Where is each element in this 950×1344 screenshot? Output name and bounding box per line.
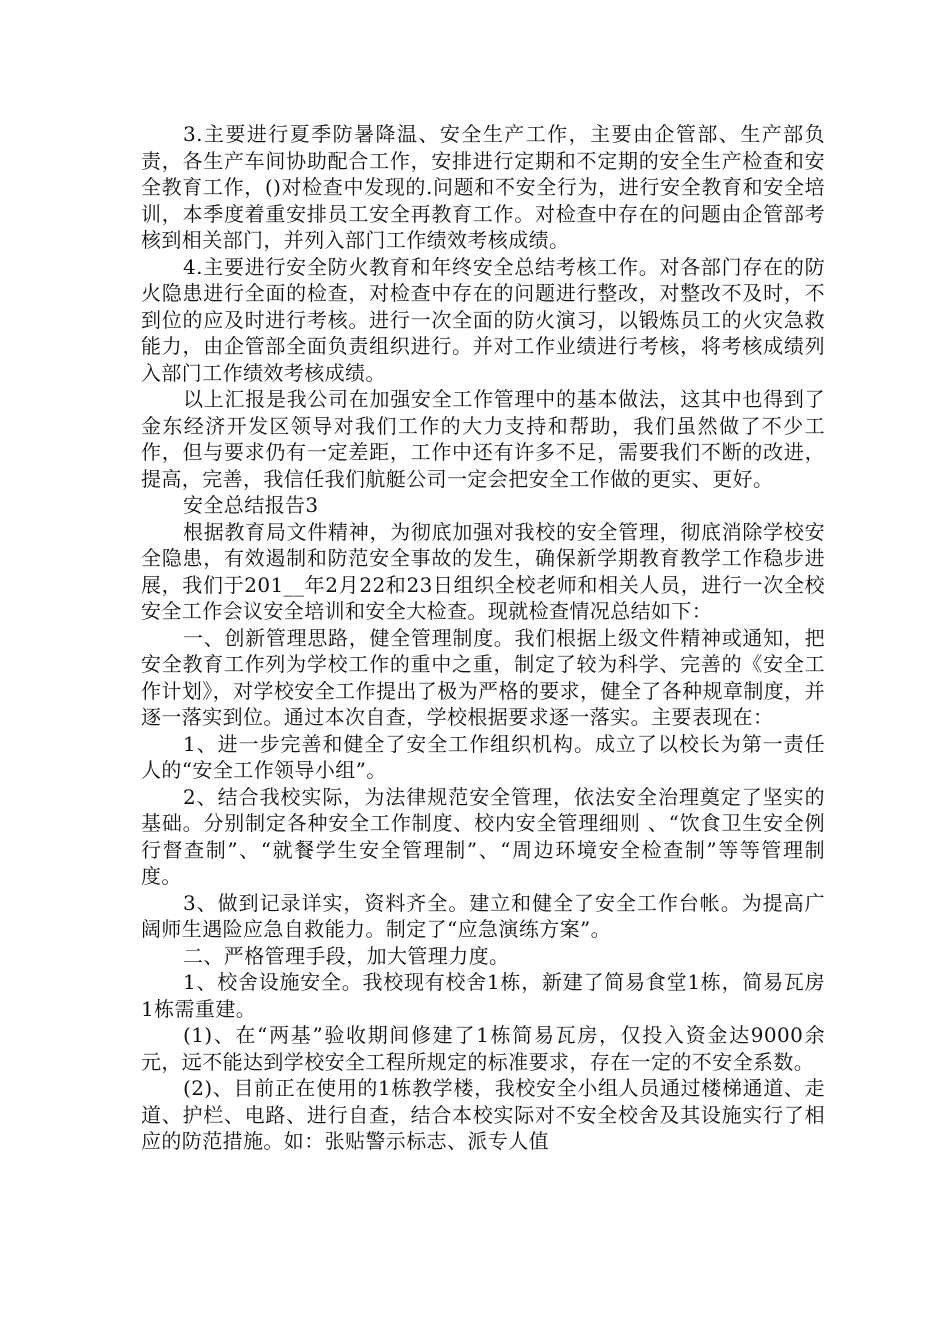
paragraph-item-1: 1、进一步完善和健全了安全工作组织机构。成立了以校长为第一责任人的“安全工作领导小组”。 [141, 731, 825, 782]
paragraph-summer-safety: 3.主要进行夏季防暑降温、安全生产工作，主要由企管部、生产部负责，各生产车间协助配合工作，安排进行定期和不定期的安全生产检查和安全教育工作，()对检查中发现的.问题和不安全行为，进行安全教育和安全培训，本季度着重安排员工安全再教育工作。对检查中存在的问题由企管部考核到相关部门，并列入部门工作绩效考核成绩。 [141, 122, 825, 252]
paragraph-strict-management: 二、严格管理手段，加大管理力度。 [183, 943, 510, 968]
paragraph-item-2: 2、结合我校实际，为法律规范安全管理，依法安全治理奠定了坚实的基础。分别制定各种安全工作制度、校内安全管理细则 、“饮食卫生安全例行督查制”、“就餐学生安全管理制”、“周边环境安全检查制”等等管理制度。 [141, 784, 825, 888]
paragraph-building-safety: 1、校舍设施安全。我校现有校舍1栋，新建了简易食堂1栋，简易瓦房1栋需重建。 [141, 970, 825, 1021]
paragraph-item-3: 3、做到记录详实，资料齐全。建立和健全了安全工作台帐。为提高广阔师生遇险应急自救能力。制定了“应急演练方案”。 [141, 890, 825, 941]
paragraph-intro: 根据教育局文件精神，为彻底加强对我校的安全管理，彻底消除学校安全隐患，有效遏制和防范安全事故的发生，确保新学期教育教学工作稳步进展，我们于201__年2月22和23日组织全校老师和相关人员，进行一次全校安全工作会议安全培训和安全大检查。现就检查情况总结如下： [141, 519, 825, 623]
paragraph-subitem-2: (2)、目前正在使用的1栋教学楼，我校安全小组人员通过楼梯通道、走道、护栏、电路、进行自查，结合本校实际对不安全校舍及其设施实行了相应的防范措施。如：张贴警示标志、派专人值 [141, 1076, 825, 1153]
paragraph-management-system: 一、创新管理思路，健全管理制度。我们根据上级文件精神或通知，把安全教育工作列为学校工作的重中之重，制定了较为科学、完善的《安全工作计划》，对学校安全工作提出了极为严格的要求，健全了各种规章制度，并逐一落实到位。通过本次自查，学校根据要求逐一落实。主要表现在： [141, 625, 825, 729]
document-body [141, 121, 825, 1155]
paragraph-subitem-1: (1)、在“两基”验收期间修建了1栋简易瓦房，仅投入资金达9000余元，远不能达到学校安全工程所规定的标准要求，存在一定的不安全系数。 [141, 1023, 825, 1074]
section-heading-report-3: 安全总结报告3 [183, 493, 319, 517]
paragraph-fire-safety: 4.主要进行安全防火教育和年终安全总结考核工作。对各部门存在的防火隐患进行全面的检查，对检查中存在的问题进行整改，对整改不及时，不到位的应及时进行考核。进行一次全面的防火演习，以锻炼员工的火灾急救能力，由企管部全面负责组织进行。并对工作业绩进行考核，将考核成绩列入部门工作绩效考核成绩。 [141, 254, 825, 385]
paragraph-conclusion: 以上汇报是我公司在加强安全工作管理中的基本做法，这其中也得到了金东经济开发区领导对我们工作的大力支持和帮助，我们虽然做了不少工作，但与要求仍有一定差距，工作中还有许多不足，需要我们不断的改进，提高，完善，我信任我们航艇公司一定会把安全工作做的更实、更好。 [141, 387, 825, 491]
